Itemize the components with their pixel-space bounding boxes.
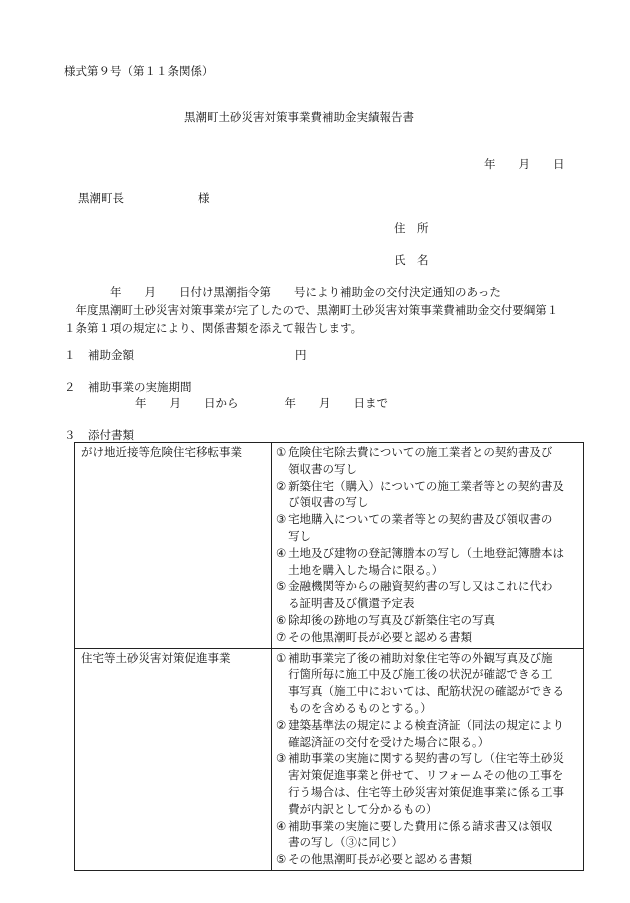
intro-line: 年 月 日付け黒潮指令第 号により補助金の交付決定通知のあった [64,285,501,299]
item-mark: ② [276,717,287,732]
section-period-range: 年 月 日から 年 月 日まで [135,396,388,410]
section-amount-unit: 円 [295,348,307,362]
list-item [276,444,579,478]
item-line: 補助事業の実施に要した費用に係る請求書又は領収 [288,818,553,833]
intro-paragraph [64,283,584,337]
table-row [75,443,584,649]
item-line: ものを含めるものとする。） [288,700,432,715]
item-line: 書の写し（③に同じ） [288,835,404,850]
intro-line: １条第１項の規定により、関係書類を添えて報告します。 [64,321,363,335]
form-number: 様式第９号（第１１条関係） [64,64,214,78]
list-item [276,545,579,579]
item-mark: ⑤ [276,852,287,867]
section-attachments-number: ３ [64,428,76,442]
item-line: 土地及び建物の登記簿謄本の写し（土地登記簿謄本は [288,545,565,560]
section-amount-label: 補助金額 [88,348,134,362]
item-line: 金融機関等からの融資契約書の写し又はこれに代わ [288,579,553,594]
category-cell: 住宅等土砂災害対策促進事業 [75,648,272,870]
list-item [276,511,579,545]
section-period-number: ２ [64,380,76,394]
item-line: 費が内訳として分かるもの） [288,801,438,816]
item-line: 確認済証の交付を受けた場合に限る。） [288,734,490,749]
intro-line: 年度黒潮町土砂災害対策事業が完了したので、黒潮町土砂災害対策事業費補助金交付要綱第１ [64,303,559,317]
category-cell: がけ地近接等危険住宅移転事業 [75,443,272,649]
item-line: 土地を購入した場合に限る。） [288,562,444,577]
item-mark: ④ [276,545,287,560]
list-item [276,851,579,868]
item-line: その他黒潮町長が必要と認める書類 [288,852,473,867]
item-mark: ⑤ [276,579,287,594]
list-item [276,612,579,629]
list-item [276,629,579,646]
list-item [276,717,579,751]
address-label: 住 所 [394,221,429,235]
item-line: 補助事業完了後の補助対象住宅等の外観写真及び施 [288,650,553,665]
section-period-label: 補助事業の実施期間 [88,380,192,394]
item-line: 危険住宅除去費についての施工業者との契約書及び [288,445,553,459]
honorific: 様 [198,191,210,205]
item-line: 事写真（施工中においては、配筋状況の確認ができる [288,684,565,699]
addressee: 黒潮町長 [78,191,124,205]
item-line: 建築基準法の規定による検査済証（同法の規定により [288,717,565,732]
document-title: 黒潮町土砂災害対策事業費補助金実績報告書 [184,110,414,124]
items-cell [272,443,584,649]
table-row [75,648,584,870]
section-amount-number: １ [64,348,76,362]
item-line: る証明書及び償還予定表 [288,596,415,611]
item-mark: ② [276,478,287,493]
list-item [276,478,579,512]
item-mark: ⑦ [276,629,287,644]
item-mark: ④ [276,818,287,833]
section-attachments-label: 添付書類 [88,428,134,442]
item-line: び領収書の写し [288,495,369,510]
name-label: 氏 名 [394,253,429,267]
item-mark: ③ [276,751,287,766]
list-item [276,750,579,817]
attachment-table [74,442,584,871]
list-item [276,650,579,717]
item-line: 領収書の写し [288,461,358,476]
list-item [276,818,579,852]
item-mark: ⑥ [276,612,287,627]
item-line: 除却後の跡地の写真及び新築住宅の写真 [288,612,496,627]
item-mark: ① [276,650,287,665]
item-line: 害対策促進事業と併せて、リフォームその他の工事を [288,768,564,783]
item-line: 行う場合は、住宅等土砂災害対策促進事業に係る工事 [288,784,565,799]
item-line: 行箇所毎に施工中及び施工後の状況が確認できる工 [288,667,553,682]
date-line: 年 月 日 [484,157,565,171]
item-line: 補助事業の実施に関する契約書の写し（住宅等土砂災 [288,751,565,766]
item-line: 宅地購入についての業者等との契約書及び領収書の [288,512,553,527]
item-line: 写し [288,528,312,543]
item-line: その他黒潮町長が必要と認める書類 [288,629,473,644]
items-cell [272,648,584,870]
item-line: 新築住宅（購入）についての施工業者等との契約書及 [288,478,564,493]
item-mark: ① [276,445,287,459]
list-item [276,578,579,612]
item-mark: ③ [276,512,287,527]
